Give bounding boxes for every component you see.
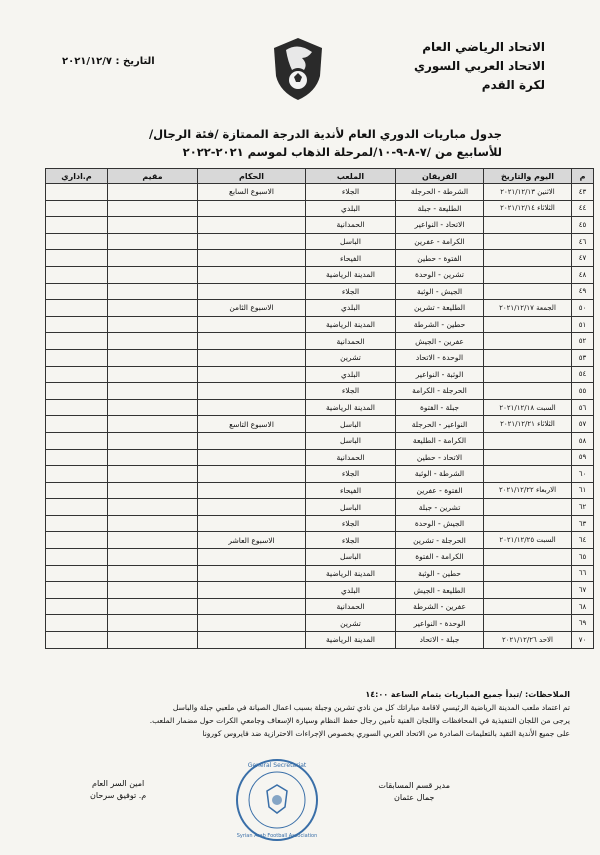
- match-admin: [46, 482, 108, 499]
- match-referees: [198, 582, 306, 599]
- match-stadium: الفيحاء: [306, 482, 396, 499]
- match-assessor: [108, 366, 198, 383]
- column-header: م.اداري: [46, 169, 108, 184]
- match-admin: [46, 233, 108, 250]
- match-referees: [198, 366, 306, 383]
- match-stadium: الحمدانية: [306, 217, 396, 234]
- table-body: [46, 184, 594, 649]
- match-assessor: [108, 482, 198, 499]
- match-number: ٦٩: [572, 615, 594, 632]
- date-label: التاريخ :: [115, 56, 155, 67]
- match-referees: الاسبوع الثامن: [198, 300, 306, 317]
- match-date: [484, 316, 572, 333]
- match-referees: [198, 283, 306, 300]
- match-assessor: [108, 549, 198, 566]
- match-stadium: المدينة الرياضية: [306, 399, 396, 416]
- match-number: ٥٨: [572, 432, 594, 449]
- match-assessor: [108, 416, 198, 433]
- match-stadium: المدينة الرياضية: [306, 632, 396, 649]
- match-number: ٧٠: [572, 632, 594, 649]
- match-referees: [198, 217, 306, 234]
- match-stadium: الجلاء: [306, 184, 396, 201]
- match-teams: عفرين - الشرطة: [396, 598, 484, 615]
- match-stadium: المدينة الرياضية: [306, 266, 396, 283]
- match-assessor: [108, 399, 198, 416]
- table-row: [46, 565, 594, 582]
- table-row: [46, 449, 594, 466]
- table-row: [46, 333, 594, 350]
- match-number: ٤٦: [572, 233, 594, 250]
- match-admin: [46, 383, 108, 400]
- match-assessor: [108, 515, 198, 532]
- match-date: [484, 582, 572, 599]
- table-row: [46, 283, 594, 300]
- match-teams: الوحدة - النواعير: [396, 615, 484, 632]
- match-assessor: [108, 349, 198, 366]
- match-admin: [46, 632, 108, 649]
- match-stadium: الجلاء: [306, 383, 396, 400]
- match-date: الثلاثاء ٢٠٢١/١٢/٢١: [484, 416, 572, 433]
- match-admin: [46, 266, 108, 283]
- stamp-top-text: General Secretariat: [247, 762, 307, 769]
- match-date: [484, 432, 572, 449]
- match-stadium: الفيحاء: [306, 250, 396, 267]
- match-stadium: الباسل: [306, 432, 396, 449]
- match-admin: [46, 399, 108, 416]
- match-admin: [46, 582, 108, 599]
- match-referees: [198, 383, 306, 400]
- match-referees: [198, 466, 306, 483]
- match-assessor: [108, 233, 198, 250]
- match-date: [484, 250, 572, 267]
- match-number: ٥٦: [572, 399, 594, 416]
- table-row: [46, 217, 594, 234]
- match-admin: [46, 615, 108, 632]
- match-teams: الوثبة - النواعير: [396, 366, 484, 383]
- match-admin: [46, 416, 108, 433]
- match-referees: الاسبوع العاشر: [198, 532, 306, 549]
- table-row: [46, 200, 594, 217]
- match-number: ٤٤: [572, 200, 594, 217]
- match-stadium: الباسل: [306, 549, 396, 566]
- match-assessor: [108, 532, 198, 549]
- match-admin: [46, 598, 108, 615]
- table-row: [46, 399, 594, 416]
- match-teams: الكرامة - الطليعة: [396, 432, 484, 449]
- date-value: ٢٠٢١/١٢/٧: [62, 56, 113, 67]
- match-admin: [46, 515, 108, 532]
- document-subtitle: للأسابيع من /٧-٨-٩-١٠/لمرحلة الذهاب لموسم ٢٠٢١-٢٠٢٢: [182, 145, 502, 159]
- competitions-manager-signature: [378, 780, 450, 804]
- note-item: يرجى من اللجان التنفيذية في المحافظات واللجان الفنية تأمين رجال حفظ النظام وسيارة الإسعاف وجامعي الكرات حول مضمار الملعب.: [149, 716, 570, 725]
- signature-title: امين السر العام: [92, 779, 145, 788]
- match-stadium: الباسل: [306, 499, 396, 516]
- match-number: ٤٥: [572, 217, 594, 234]
- match-referees: الاسبوع السابع: [198, 184, 306, 201]
- match-teams: الاتحاد - حطين: [396, 449, 484, 466]
- match-stadium: المدينة الرياضية: [306, 316, 396, 333]
- match-teams: تشرين - جبلة: [396, 499, 484, 516]
- table-row: [46, 598, 594, 615]
- match-teams: جبلة - الاتحاد: [396, 632, 484, 649]
- match-teams: الجيش - الوثبة: [396, 283, 484, 300]
- match-admin: [46, 466, 108, 483]
- match-teams: الطليعة - الجيش: [396, 582, 484, 599]
- match-number: ٥٠: [572, 300, 594, 317]
- match-referees: [198, 565, 306, 582]
- match-admin: [46, 316, 108, 333]
- match-teams: الطليعة - جبلة: [396, 200, 484, 217]
- match-teams: جبلة - الفتوة: [396, 399, 484, 416]
- table-row: [46, 549, 594, 566]
- table-row: [46, 515, 594, 532]
- column-header: الحكام: [198, 169, 306, 184]
- match-stadium: تشرين: [306, 615, 396, 632]
- match-number: ٤٧: [572, 250, 594, 267]
- match-assessor: [108, 598, 198, 615]
- match-assessor: [108, 266, 198, 283]
- match-referees: [198, 598, 306, 615]
- match-date: [484, 333, 572, 350]
- match-number: ٦٥: [572, 549, 594, 566]
- table-row: [46, 582, 594, 599]
- table-row: [46, 300, 594, 317]
- match-number: ٥١: [572, 316, 594, 333]
- match-number: ٥٢: [572, 333, 594, 350]
- match-date: [484, 449, 572, 466]
- match-date: [484, 383, 572, 400]
- match-referees: [198, 482, 306, 499]
- match-assessor: [108, 300, 198, 317]
- match-admin: [46, 250, 108, 267]
- match-assessor: [108, 466, 198, 483]
- match-admin: [46, 499, 108, 516]
- match-assessor: [108, 582, 198, 599]
- match-stadium: البلدي: [306, 582, 396, 599]
- note-item: على جميع الأندية التقيد بالتعليمات الصادرة من الاتحاد العربي السوري بخصوص الإجراءات الاحترازية ضد فايروس كورونا: [202, 729, 570, 738]
- match-date: [484, 515, 572, 532]
- match-referees: [198, 316, 306, 333]
- table-row: [46, 482, 594, 499]
- table-row: [46, 383, 594, 400]
- match-date: [484, 233, 572, 250]
- column-header: الملعب: [306, 169, 396, 184]
- match-assessor: [108, 565, 198, 582]
- match-assessor: [108, 316, 198, 333]
- match-referees: [198, 349, 306, 366]
- match-admin: [46, 532, 108, 549]
- match-admin: [46, 184, 108, 201]
- match-stadium: الجلاء: [306, 532, 396, 549]
- match-assessor: [108, 432, 198, 449]
- match-number: ٤٣: [572, 184, 594, 201]
- match-date: الجمعة ٢٠٢١/١٢/١٧: [484, 300, 572, 317]
- note-item: تم اعتماد ملعب المدينة الرياضية الرئيسي لاقامة مباراتك كل من نادي تشرين وجبلة بسبب اعمال الصيانة في ملعبي جبلة والباسل: [172, 703, 570, 712]
- match-referees: [198, 615, 306, 632]
- match-teams: الفتوة - عفرين: [396, 482, 484, 499]
- match-assessor: [108, 449, 198, 466]
- match-teams: الكرامة - الفتوة: [396, 549, 484, 566]
- match-referees: [198, 449, 306, 466]
- match-referees: [198, 549, 306, 566]
- table-row: [46, 184, 594, 201]
- table-row: [46, 499, 594, 516]
- match-date: [484, 466, 572, 483]
- match-number: ٦٦: [572, 565, 594, 582]
- table-row: [46, 466, 594, 483]
- match-date: الاربعاء ٢٠٢١/١٢/٢٢: [484, 482, 572, 499]
- match-assessor: [108, 333, 198, 350]
- match-number: ٥٥: [572, 383, 594, 400]
- match-referees: [198, 200, 306, 217]
- match-admin: [46, 349, 108, 366]
- match-admin: [46, 565, 108, 582]
- match-date: الاثنين ٢٠٢١/١٢/١٣: [484, 184, 572, 201]
- org-line-2: الاتحاد العربي السوري: [414, 59, 545, 73]
- match-date: [484, 499, 572, 516]
- match-date: [484, 565, 572, 582]
- match-admin: [46, 549, 108, 566]
- match-referees: [198, 632, 306, 649]
- match-number: ٦٢: [572, 499, 594, 516]
- match-number: ٦٧: [572, 582, 594, 599]
- match-teams: الكرامة - عفرين: [396, 233, 484, 250]
- table-row: [46, 266, 594, 283]
- secretary-general-signature: [90, 778, 146, 802]
- match-teams: تشرين - الوحدة: [396, 266, 484, 283]
- match-teams: الحرجلة - الكرامة: [396, 383, 484, 400]
- match-teams: الاتحاد - النواعير: [396, 217, 484, 234]
- table-row: [46, 366, 594, 383]
- column-header: اليوم والتاريخ: [484, 169, 572, 184]
- signature-name: م. توفيق سرحان: [90, 791, 147, 800]
- match-stadium: الحمدانية: [306, 333, 396, 350]
- match-admin: [46, 217, 108, 234]
- match-date: السبت ٢٠٢١/١٢/٢٥: [484, 532, 572, 549]
- table-header-row: [46, 169, 594, 184]
- match-teams: الوحدة - الاتحاد: [396, 349, 484, 366]
- match-number: ٦١: [572, 482, 594, 499]
- match-teams: عفرين - الجيش: [396, 333, 484, 350]
- match-stadium: الباسل: [306, 233, 396, 250]
- match-admin: [46, 300, 108, 317]
- match-date: [484, 549, 572, 566]
- match-teams: الطليعة - تشرين: [396, 300, 484, 317]
- match-number: ٦٣: [572, 515, 594, 532]
- match-date: [484, 598, 572, 615]
- match-admin: [46, 200, 108, 217]
- column-header: م: [572, 169, 594, 184]
- match-stadium: الجلاء: [306, 466, 396, 483]
- match-stadium: الباسل: [306, 416, 396, 433]
- signature-name: جمال عثمان: [393, 793, 435, 802]
- match-admin: [46, 283, 108, 300]
- notes-heading: الملاحظات: /تبدأ جميع المباريات بتمام الساعة ١٤:٠٠: [365, 690, 570, 699]
- match-teams: حطين - الوثبة: [396, 565, 484, 582]
- table-row: [46, 416, 594, 433]
- match-stadium: الحمدانية: [306, 449, 396, 466]
- table-row: [46, 233, 594, 250]
- match-date: [484, 283, 572, 300]
- stamp-bottom-text: Syrian Arab Football Association: [236, 833, 318, 839]
- signature-title: مدير قسم المسابقات: [378, 781, 450, 790]
- match-teams: الجيش - الوحدة: [396, 515, 484, 532]
- match-referees: [198, 233, 306, 250]
- match-teams: الشرطة - الحرجلة: [396, 184, 484, 201]
- table-row: [46, 615, 594, 632]
- table-row: [46, 532, 594, 549]
- match-referees: [198, 266, 306, 283]
- match-admin: [46, 366, 108, 383]
- match-teams: حطين - الشرطة: [396, 316, 484, 333]
- match-assessor: [108, 283, 198, 300]
- match-number: ٦٨: [572, 598, 594, 615]
- match-date: [484, 266, 572, 283]
- match-assessor: [108, 250, 198, 267]
- match-number: ٥٩: [572, 449, 594, 466]
- table-row: [46, 250, 594, 267]
- document-title: جدول مباريات الدوري العام لأندية الدرجة الممتازة /فئة الرجال/: [148, 127, 502, 141]
- document-date: [62, 56, 155, 67]
- match-referees: [198, 399, 306, 416]
- table-row: [46, 432, 594, 449]
- match-teams: الحرجلة - تشرين: [396, 532, 484, 549]
- match-assessor: [108, 217, 198, 234]
- match-referees: [198, 432, 306, 449]
- match-referees: [198, 250, 306, 267]
- column-header: مقيم: [108, 169, 198, 184]
- table-row: [46, 316, 594, 333]
- match-number: ٥٤: [572, 366, 594, 383]
- match-number: ٦٤: [572, 532, 594, 549]
- match-stadium: الجلاء: [306, 515, 396, 532]
- table-row: [46, 349, 594, 366]
- match-stadium: البلدي: [306, 300, 396, 317]
- match-assessor: [108, 632, 198, 649]
- official-stamp-icon: [232, 755, 322, 845]
- match-admin: [46, 333, 108, 350]
- match-assessor: [108, 615, 198, 632]
- match-stadium: الحمدانية: [306, 598, 396, 615]
- match-assessor: [108, 383, 198, 400]
- match-stadium: المدينة الرياضية: [306, 565, 396, 582]
- match-assessor: [108, 200, 198, 217]
- match-date: [484, 349, 572, 366]
- match-admin: [46, 449, 108, 466]
- federation-logo-icon: [268, 36, 328, 102]
- match-date: السبت ٢٠٢١/١٢/١٨: [484, 399, 572, 416]
- match-number: ٤٨: [572, 266, 594, 283]
- match-number: ٤٩: [572, 283, 594, 300]
- match-teams: الشرطة - الوثبة: [396, 466, 484, 483]
- match-referees: [198, 515, 306, 532]
- match-date: الاحد ٢٠٢١/١٢/٢٦: [484, 632, 572, 649]
- match-number: ٥٧: [572, 416, 594, 433]
- match-assessor: [108, 499, 198, 516]
- match-date: [484, 217, 572, 234]
- match-stadium: تشرين: [306, 349, 396, 366]
- match-teams: النواعير - الحرجلة: [396, 416, 484, 433]
- match-assessor: [108, 184, 198, 201]
- match-stadium: البلدي: [306, 366, 396, 383]
- match-number: ٦٠: [572, 466, 594, 483]
- notes-section: [40, 688, 570, 740]
- schedule-table: [45, 168, 594, 649]
- match-number: ٥٣: [572, 349, 594, 366]
- match-teams: الفتوة - حطين: [396, 250, 484, 267]
- match-stadium: البلدي: [306, 200, 396, 217]
- match-stadium: الجلاء: [306, 283, 396, 300]
- match-admin: [46, 432, 108, 449]
- org-line-1: الاتحاد الرياضي العام: [422, 40, 545, 54]
- organization-header: [414, 38, 545, 95]
- match-date: الثلاثاء ٢٠٢١/١٢/١٤: [484, 200, 572, 217]
- table-row: [46, 632, 594, 649]
- match-date: [484, 615, 572, 632]
- match-referees: [198, 499, 306, 516]
- match-referees: الاسبوع التاسع: [198, 416, 306, 433]
- org-line-3: لكرة القدم: [481, 78, 545, 92]
- match-referees: [198, 333, 306, 350]
- column-header: الفريقان: [396, 169, 484, 184]
- match-date: [484, 366, 572, 383]
